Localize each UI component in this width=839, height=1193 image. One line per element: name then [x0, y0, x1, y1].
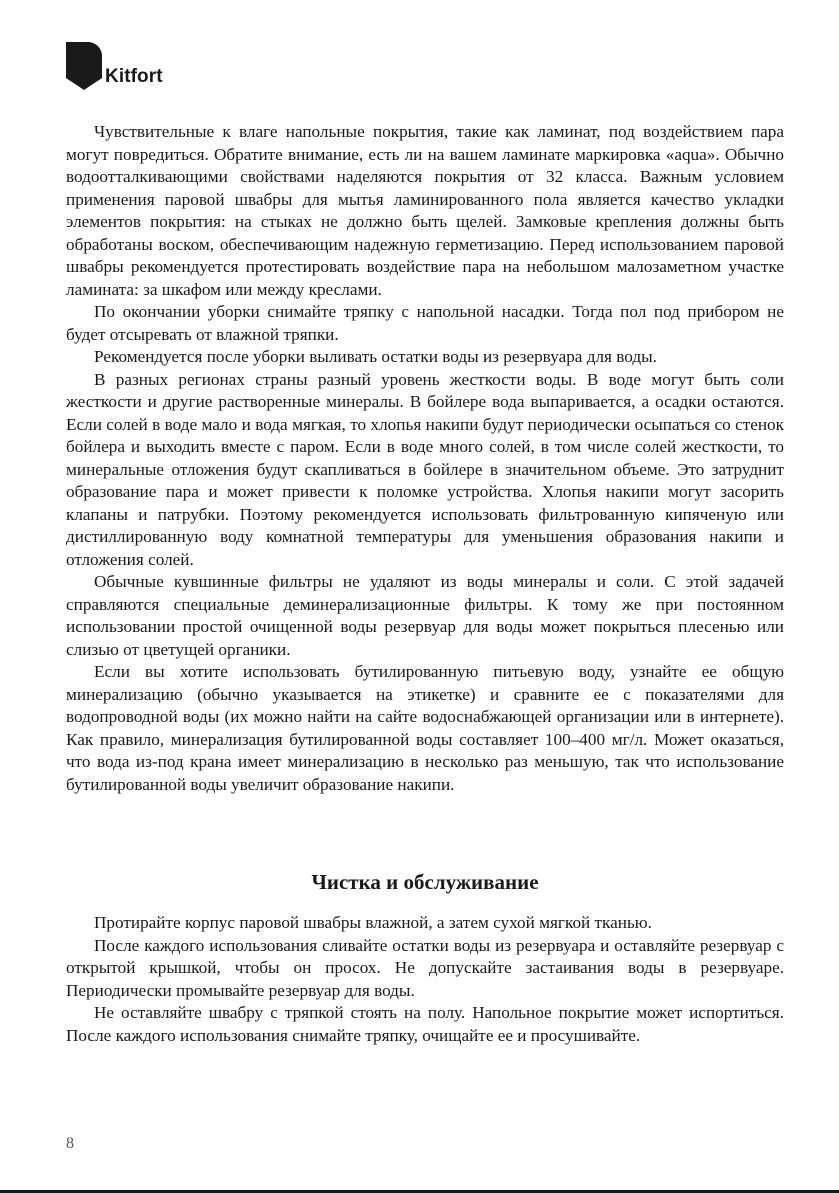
paragraph: По окончании уборки снимайте тряпку с напольной насадки. Тогда пол под прибором не будет отсыревать от влажной тряпки.: [66, 302, 784, 344]
brand-logo: [66, 42, 163, 90]
paragraph: В разных регионах страны разный уровень жесткости воды. В воде могут быть соли жесткости и другие растворенные минералы. В бойлере вода выпаривается, а осадки остаются. Если солей в воде мало и вода мягкая, то хлопья накипи будут периодически осыпаться со стенок бойлера и выходить вместе с паром. Если в воде много солей, в том числе солей жесткости, то минеральные отложения будут скапливаться в бойлере в значительном объеме. Это затруднит образование пара и может привести к поломке устройства. Хлопья накипи могут засорить клапаны и патрубки. Поэтому рекомендуется использовать фильтрованную кипяченую или дистиллированную воду комнатной температуры для уменьшения образования накипи и отложения солей.: [66, 369, 784, 569]
care-text: [66, 912, 784, 1047]
paragraph: После каждого использования сливайте остатки воды из резервуара и оставляйте резервуар с открытой крышкой, чтобы он просох. Не допускайте застаивания воды в резервуаре. Периодически промывайте резервуар для воды.: [66, 935, 784, 1000]
section-title: Чистка и обслуживание: [311, 870, 539, 894]
paragraph: Если вы хотите использовать бутилированную питьевую воду, узнайте ее общую минерализацию (обычно указывается на этикетке) и сравните ее с показателями для водопроводной воды (их можно найти на сайте водоснабжающей организации или в интернете). Как правило, минерализация бутилированной воды составляет 100–400 мг/л. Может оказаться, что вода из-под крана имеет минерализацию в несколько раз меньшую, так что использование бутилированной воды увеличит образование накипи.: [66, 662, 784, 794]
brand-name: Kitfort: [105, 66, 163, 87]
paragraph: Обычные кувшинные фильтры не удаляют из воды минералы и соли. С этой задачей справляются специальные деминерализационные фильтры. К тому же при постоянном использовании простой очищенной воды резервуар для воды может покрыться плесенью или слизью от цветущей органики.: [66, 572, 784, 659]
paragraph: Протирайте корпус паровой швабры влажной, а затем сухой мягкой тканью.: [94, 913, 652, 932]
paragraph: Чувствительные к влаге напольные покрытия, такие как ламинат, под воздействием пара могут повредиться. Обратите внимание, есть ли на вашем ламинате маркировка «aqua». Обычно водоотталкивающими свойствами наделяются покрытия от 32 класса. Важным условием применения паровой швабры для мытья ламинированного пола является качество укладки элементов покрытия: на стыках не должно быть щелей. Замковые крепления должны быть обработаны воском, обеспечивающим надежную герметизацию. Перед использованием паровой швабры рекомендуется протестировать воздействие пара на небольшом малозаметном участке ламината: за шкафом или между креслами.: [66, 122, 784, 299]
paragraph: Рекомендуется после уборки выливать остатки воды из резервуара для воды.: [94, 347, 657, 366]
main-text: [66, 121, 784, 796]
paragraph: Не оставляйте швабру с тряпкой стоять на полу. Напольное покрытие может испортиться. После каждого использования снимайте тряпку, очищайте ее и просушивайте.: [66, 1003, 784, 1045]
page-number: 8: [66, 1135, 74, 1152]
kitfort-logo-icon: [66, 42, 102, 90]
